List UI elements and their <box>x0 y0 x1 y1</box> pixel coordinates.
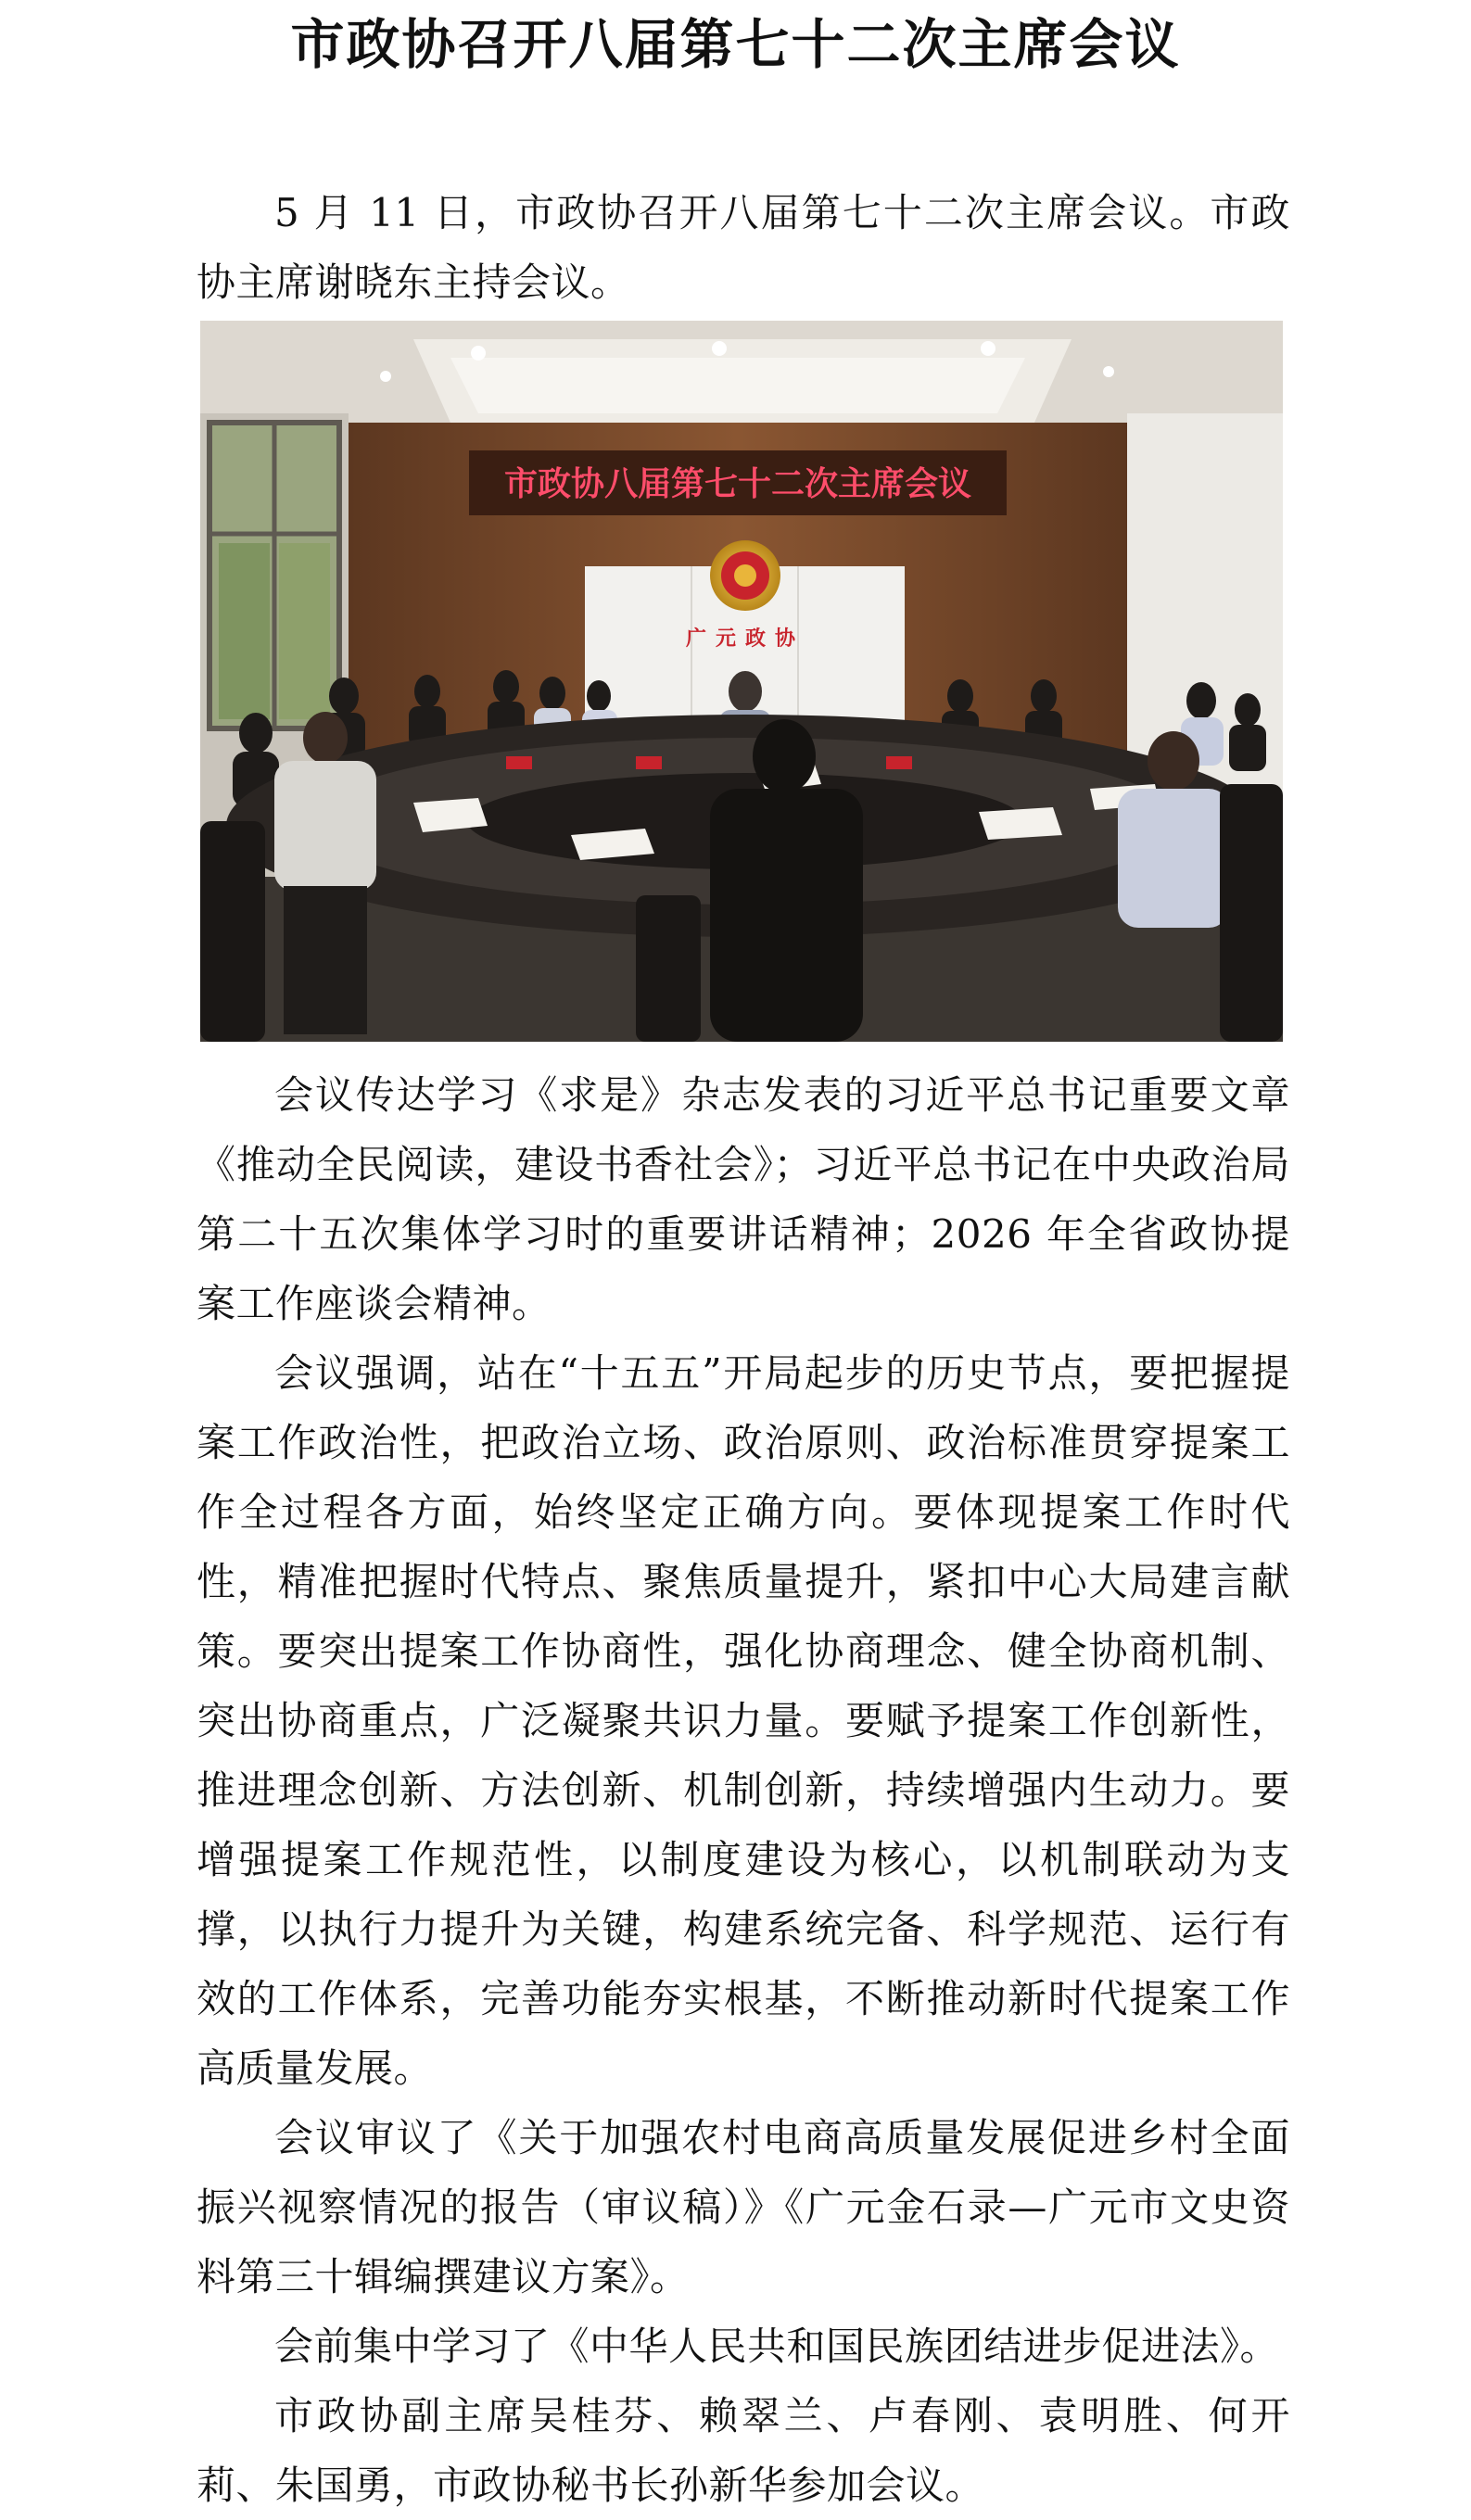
paragraph-pre-study: 会前集中学习了《中华人民共和国民族团结进步促进法》。 <box>274 2324 1280 2369</box>
article-title: 市政协召开八届第七十二次主席会议 <box>290 13 1181 76</box>
meeting-photo <box>200 321 1283 1042</box>
article-body <box>197 178 1290 2520</box>
paragraph-attendees: 市政协副主席吴桂芬、赖翠兰、卢春刚、袁明胜、何开莉、朱国勇，市政协秘书长孙新华参加会议。 <box>197 2393 1290 2508</box>
banner-text: 市政协八届第七十二次主席会议 <box>503 464 972 503</box>
paragraph-intro: 5 月 11 日，市政协召开八届第七十二次主席会议。市政协主席谢晓东主持会议。 <box>197 190 1290 305</box>
paragraph-review: 会议审议了《关于加强农村电商高质量发展促进乡村全面振兴视察情况的报告（审议稿）》《广元金石录—广元市文史资料第三十辑编撰建议方案》。 <box>197 2115 1290 2299</box>
emblem-caption: 广元政协 <box>685 627 805 651</box>
paragraph-emphasis: 会议强调，站在“十五五”开局起步的历史节点，要把握提案工作政治性，把政治立场、政治原则、政治标准贯穿提案工作全过程各方面，始终坚定正确方向。要体现提案工作时代性，精准把握时代特点、聚焦质量提升，紧扣中心大局建言献策。要突出提案工作协商性，强化协商理念、健全协商机制、突出协商重点，广泛凝聚共识力量。要赋予提案工作创新性，推进理念创新、方法创新、机制创新，持续增强内生动力。要增强提案工作规范性，以制度建设为核心，以机制联动为支撑，以执行力提升为关键，构建系统完备、科学规范、运行有效的工作体系，完善功能夯实根基，不断推动新时代提案工作高质量发展。 <box>197 1350 1290 2091</box>
paragraph-study: 会议传达学习《求是》杂志发表的习近平总书记重要文章《推动全民阅读，建设书香社会》；习近平总书记在中央政治局第二十五次集体学习时的重要讲话精神；2026 年全省政协提案工作座谈会精神。 <box>197 1072 1290 1326</box>
